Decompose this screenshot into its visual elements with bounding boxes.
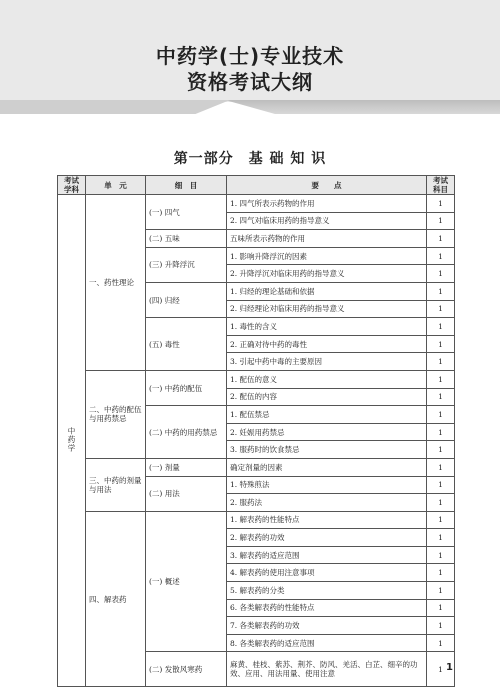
level-cell: 1 — [427, 212, 455, 230]
point-cell: 2. 配伍的内容 — [227, 388, 427, 406]
level-cell: 1 — [427, 230, 455, 248]
point-cell: 2. 服药法 — [227, 494, 427, 512]
point-cell: 3. 引起中药中毒的主要原因 — [227, 353, 427, 371]
point-cell: 2. 妊娠用药禁忌 — [227, 423, 427, 441]
item-cell: (二) 用法 — [146, 476, 227, 511]
point-cell: 2. 归经理论对临床用药的指导意义 — [227, 300, 427, 318]
header-unit: 单 元 — [86, 176, 146, 195]
level-cell: 1 — [427, 511, 455, 529]
item-cell: (一) 四气 — [146, 195, 227, 230]
level-cell: 1 — [427, 423, 455, 441]
table-row — [58, 195, 455, 213]
page-title-line2: 资格考试大纲 — [187, 70, 313, 94]
point-cell: 五味所表示药物的作用 — [227, 230, 427, 248]
item-cell: (二) 中药的用药禁忌 — [146, 406, 227, 459]
level-cell: 1 — [427, 265, 455, 283]
point-cell: 1. 特殊煎法 — [227, 476, 427, 494]
header-item: 细 目 — [146, 176, 227, 195]
point-cell: 6. 各类解表药的性能特点 — [227, 599, 427, 617]
page-number: 1 — [446, 662, 453, 673]
item-cell: (二) 发散风寒药 — [146, 652, 227, 687]
subject-cell — [58, 195, 86, 687]
level-cell: 1 — [427, 529, 455, 547]
level-cell: 1 — [427, 388, 455, 406]
point-cell: 5. 解表药的分类 — [227, 582, 427, 600]
point-cell: 1. 影响升降浮沉的因素 — [227, 247, 427, 265]
table-header-row — [58, 176, 455, 195]
point-cell: 2. 正确对待中药的毒性 — [227, 335, 427, 353]
item-cell: (一) 剂量 — [146, 458, 227, 476]
point-cell: 2. 升降浮沉对临床用药的指导意义 — [227, 265, 427, 283]
level-cell: 1 — [427, 652, 455, 687]
point-cell: 2. 解表药的功效 — [227, 529, 427, 547]
level-cell: 1 — [427, 564, 455, 582]
level-cell: 1 — [427, 318, 455, 336]
point-cell: 8. 各类解表药的适应范围 — [227, 634, 427, 652]
item-cell: (四) 归经 — [146, 282, 227, 317]
unit-cell: 四、解表药 — [86, 511, 146, 687]
table-row — [58, 511, 455, 529]
level-cell: 1 — [427, 300, 455, 318]
level-cell: 1 — [427, 353, 455, 371]
item-cell: (五) 毒性 — [146, 318, 227, 371]
level-cell: 1 — [427, 247, 455, 265]
level-cell: 1 — [427, 582, 455, 600]
level-cell: 1 — [427, 458, 455, 476]
item-cell: (一) 中药的配伍 — [146, 370, 227, 405]
level-cell: 1 — [427, 494, 455, 512]
item-cell: (二) 五味 — [146, 230, 227, 248]
point-cell: 1. 配伍禁忌 — [227, 406, 427, 424]
section-title: 第一部分 基 础 知 识 — [173, 151, 327, 167]
point-cell: 1. 配伍的意义 — [227, 370, 427, 388]
level-cell: 1 — [427, 617, 455, 635]
page-title-line1: 中药学(士)专业技术 — [155, 44, 345, 68]
item-cell: (一) 概述 — [146, 511, 227, 652]
header-subject: 考试学科 — [58, 176, 86, 195]
level-cell: 1 — [427, 599, 455, 617]
table-row — [58, 458, 455, 476]
point-cell: 确定剂量的因素 — [227, 458, 427, 476]
point-cell: 4. 解表药的使用注意事项 — [227, 564, 427, 582]
point-cell: 2. 四气对临床用药的指导意义 — [227, 212, 427, 230]
point-cell: 麻黄、桂枝、紫苏、荆芥、防风、羌活、白芷、细辛的功效、应用、用法用量、使用注意 — [227, 652, 427, 687]
unit-cell: 二、中药的配伍与用药禁忌 — [86, 370, 146, 458]
header-point: 要 点 — [227, 176, 427, 195]
point-cell: 1. 解表药的性能特点 — [227, 511, 427, 529]
table-row — [58, 370, 455, 388]
point-cell: 1. 归经的理论基础和依据 — [227, 282, 427, 300]
level-cell: 1 — [427, 195, 455, 213]
point-cell: 7. 各类解表药的功效 — [227, 617, 427, 635]
unit-cell: 三、中药的剂量与用法 — [86, 458, 146, 511]
point-cell: 3. 解表药的适应范围 — [227, 546, 427, 564]
level-cell: 1 — [427, 335, 455, 353]
subject-label: 中药学 — [67, 426, 76, 453]
point-cell: 3. 服药时的饮食禁忌 — [227, 441, 427, 459]
level-cell: 1 — [427, 282, 455, 300]
level-cell: 1 — [427, 476, 455, 494]
unit-cell: 一、药性理论 — [86, 195, 146, 371]
level-cell: 1 — [427, 441, 455, 459]
syllabus-table — [57, 175, 455, 687]
header-wedge — [0, 100, 230, 114]
level-cell: 1 — [427, 370, 455, 388]
point-cell: 1. 毒性的含义 — [227, 318, 427, 336]
level-cell: 1 — [427, 546, 455, 564]
item-cell: (三) 升降浮沉 — [146, 247, 227, 282]
point-cell: 1. 四气所表示药物的作用 — [227, 195, 427, 213]
header-exam-subject: 考试科目 — [427, 176, 455, 195]
level-cell: 1 — [427, 634, 455, 652]
level-cell: 1 — [427, 406, 455, 424]
